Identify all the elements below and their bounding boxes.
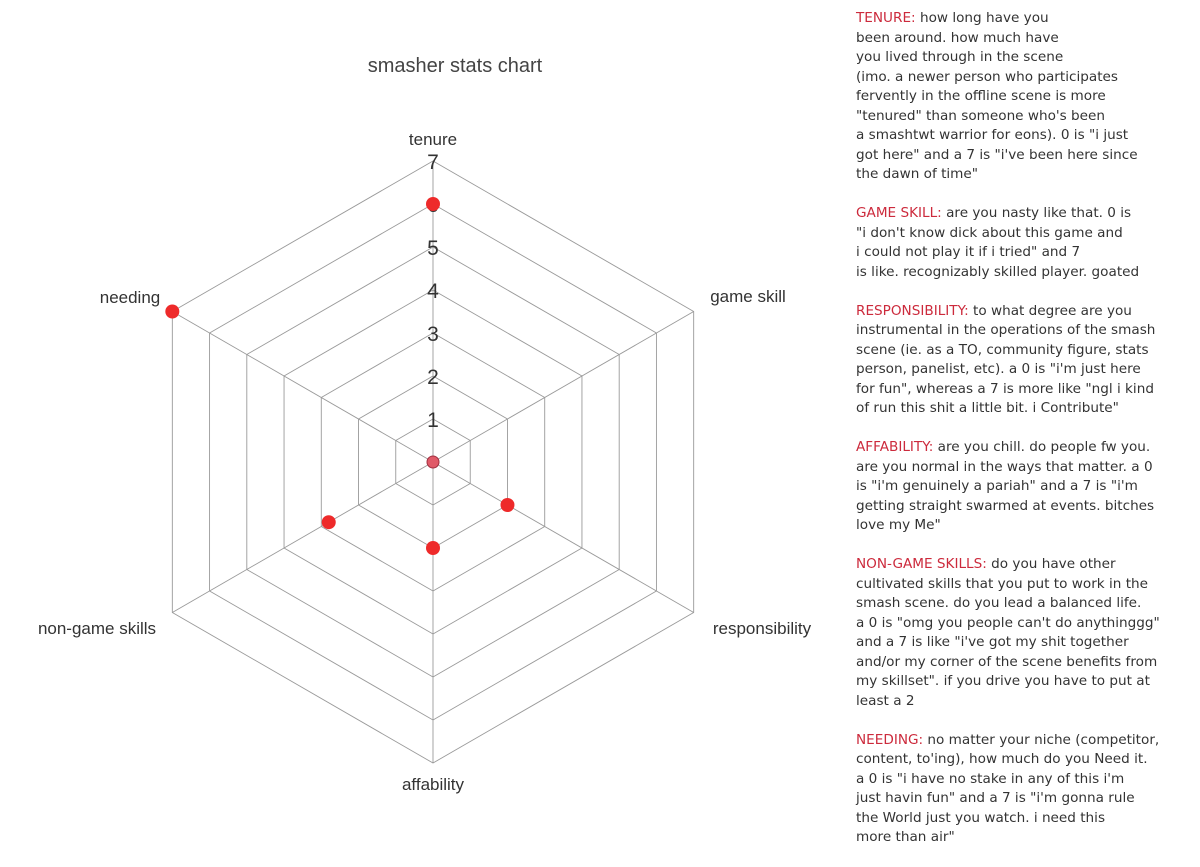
axis-label-tenure: tenure — [408, 130, 458, 149]
axis-label-affability: affability — [401, 775, 465, 794]
axis-label-needing: needing — [99, 288, 161, 307]
note-affability — [856, 438, 1196, 536]
note-needing — [856, 731, 1196, 848]
spoke-3 — [433, 462, 694, 613]
note-heading: RESPONSIBILITY: — [856, 302, 969, 319]
tick-label-3: 3 — [427, 323, 439, 346]
data-point-center — [427, 456, 439, 468]
data-point-tenure — [426, 197, 440, 211]
data-point-non-game-skills — [322, 515, 336, 529]
note-heading: AFFABILITY: — [856, 439, 934, 455]
note-text: do you have other cultivated skills that you put to work in the smash scene. do you lead a balanced life. a 0 is "omg you people can't do anythinggg" and a 7 is like "i've got my shit together and/or my corner of the scene benefits from my skillset". if you drive you have to put at least a 2 — [856, 556, 1160, 709]
note-heading: TENURE: — [856, 10, 916, 26]
note-text: no matter your niche (competitor, content, to'ing), how much do you Need it. a 0 is "i have no stake in any of this i'm just havin fun" and a 7 is "i'm gonna rule the World just you watch. i need this more than air" — [856, 731, 1160, 845]
note-text: how long have you been around. how much have you lived through in the scene (imo. a newer person who participates fervently in the offline scene is more "tenured" than someone who's been a smashtwt warrior for eons). 0 is "i just got here" and a 7 is "i've been here since the dawn of time" — [856, 10, 1138, 182]
note-heading: NON-GAME SKILLS: — [856, 556, 987, 572]
note-text: are you chill. do people fw you. are you normal in the ways that matter. a 0 is "i'm genuinely a pariah" and a 7 is "i'm getting straight swarmed at events. bitches love my Me" — [856, 439, 1155, 533]
note-non-game-skills — [856, 555, 1196, 711]
chart-title: smasher stats chart — [367, 55, 543, 77]
spoke-2 — [433, 312, 694, 463]
axis-label-responsibility: responsibility — [712, 619, 812, 638]
axis-label-non-game-skills: non-game skills — [37, 619, 157, 638]
tick-label-1: 1 — [427, 409, 439, 432]
tick-label-7: 7 — [427, 151, 439, 174]
note-heading: NEEDING: — [856, 731, 924, 748]
stat-definitions — [856, 9, 1196, 867]
data-points — [165, 197, 514, 555]
spoke-6 — [172, 312, 433, 463]
data-point-needing — [165, 305, 179, 319]
note-heading: GAME SKILL: — [856, 205, 942, 221]
axis-labels — [38, 130, 812, 794]
spoke-5 — [172, 462, 433, 613]
note-game-skill — [856, 204, 1196, 282]
data-point-responsibility — [500, 498, 514, 512]
axis-label-game-skill: game skill — [710, 287, 786, 306]
note-text: to what degree are you instrumental in the operations of the smash scene (ie. as a TO, community figure, stats person, panelist, etc). a 0 is "i'm just here for fun", whereas a 7 is more like "ngl i kind of run this shit a little bit. i Contribute" — [856, 302, 1156, 416]
data-point-affability — [426, 541, 440, 555]
note-text: are you nasty like that. 0 is "i don't know dick about this game and i could not play it if i tried" and 7 is like. recognizably skilled player. goated — [856, 205, 1140, 280]
note-tenure — [856, 9, 1196, 185]
tick-label-4: 4 — [427, 280, 439, 303]
tick-label-5: 5 — [427, 237, 439, 260]
tick-label-2: 2 — [427, 366, 439, 389]
note-responsibility — [856, 302, 1196, 419]
